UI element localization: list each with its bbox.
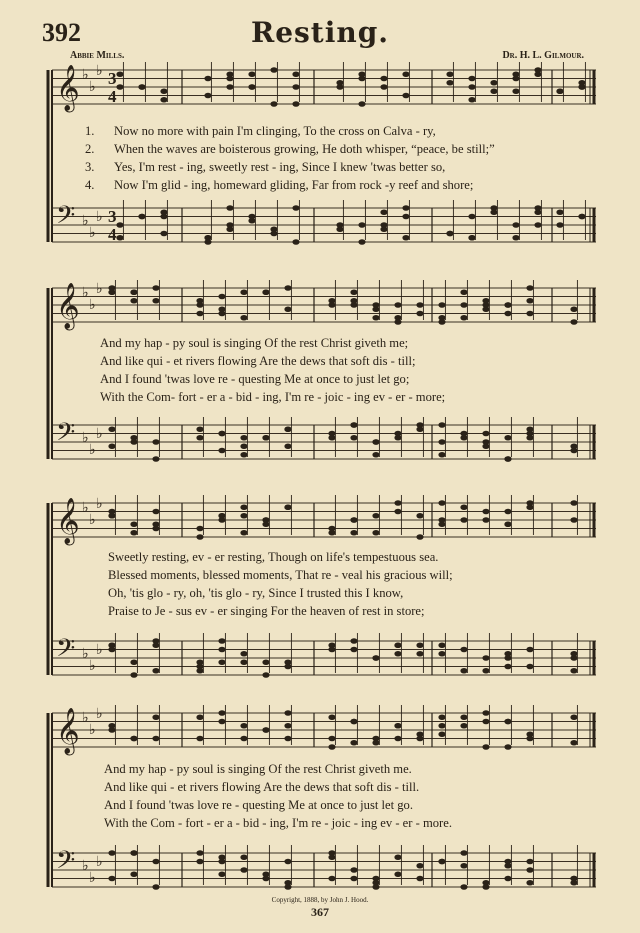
verse-number: 1. xyxy=(85,124,95,138)
lyric-line: And like qui - et rivers flowing Are the dews that soft dis - till; xyxy=(100,354,416,368)
hymn-number: 392 xyxy=(42,18,81,47)
lyric-line: And I found 'twas love re - questing Me at once to just let go. xyxy=(104,798,414,812)
time-signature: 4 xyxy=(108,87,117,106)
flat-icon: ♭ xyxy=(89,513,96,528)
lyric-line: Now no more with pain I'm clinging, To the cross on Calva - ry, xyxy=(114,124,436,138)
flat-icon: ♭ xyxy=(96,707,103,722)
lyric-line: When the waves are boisterous growing, He doth whisper, “peace, be still;” xyxy=(114,142,495,156)
flat-icon: ♭ xyxy=(82,647,89,662)
flat-icon: ♭ xyxy=(89,443,96,458)
time-signature: 3 xyxy=(108,207,117,226)
lyric-line: With the Com- fort - er a - bid - ing, I'm re - joic - ing ev - er - more; xyxy=(100,390,446,404)
time-signature: 4 xyxy=(108,225,117,244)
hymn-title: Resting. xyxy=(250,16,390,49)
treble-clef-icon: 𝄞 xyxy=(56,65,80,111)
author-credit: Abbie Mills. xyxy=(70,50,125,61)
flat-icon: ♭ xyxy=(89,871,96,886)
flat-icon: ♭ xyxy=(89,298,96,313)
flat-icon: ♭ xyxy=(82,68,89,83)
lyric-line: Now I'm glid - ing, homeward gliding, Far from rock -y reef and shore; xyxy=(114,178,474,192)
flat-icon: ♭ xyxy=(82,214,89,229)
flat-icon: ♭ xyxy=(82,286,89,301)
verse-number: 2. xyxy=(85,142,95,156)
lyrics-system-4 xyxy=(104,760,452,832)
flat-icon: ♭ xyxy=(82,711,89,726)
page-number: 367 xyxy=(311,905,329,919)
flat-icon: ♭ xyxy=(96,497,103,512)
bass-clef-icon: 𝄢 xyxy=(56,634,76,669)
flat-icon: ♭ xyxy=(96,64,103,79)
flat-icon: ♭ xyxy=(89,659,96,674)
lyric-line: Yes, I'm rest - ing, sweetly rest - ing, Since I knew 'twas better so, xyxy=(114,160,446,174)
flat-icon: ♭ xyxy=(82,501,89,516)
lyric-line: And my hap - py soul is singing Of the rest Christ giveth me; xyxy=(100,336,409,350)
flat-icon: ♭ xyxy=(96,427,103,442)
treble-clef-icon: 𝄞 xyxy=(56,498,80,544)
flat-icon: ♭ xyxy=(89,80,96,95)
flat-icon: ♭ xyxy=(96,210,103,225)
flat-icon: ♭ xyxy=(96,855,103,870)
composer-credit: Dr. H. L. Gilmour. xyxy=(502,50,584,61)
lyric-line: With the Com - fort - er a - bid - ing, I'm re - joic - ing ev - er - more. xyxy=(104,816,452,830)
bass-clef-icon: 𝄢 xyxy=(56,201,76,236)
verse-number: 4. xyxy=(85,178,95,192)
bass-clef-icon: 𝄢 xyxy=(56,846,76,881)
treble-clef-icon: 𝄞 xyxy=(56,708,80,754)
copyright-notice: Copyright, 1888, by John J. Hood. xyxy=(271,896,369,904)
lyric-line: And I found 'twas love re - questing Me at once to just let go; xyxy=(100,372,410,386)
flat-icon: ♭ xyxy=(89,226,96,241)
lyric-line: Sweetly resting, ev - er resting, Though on life's tempestuous sea. xyxy=(108,550,439,564)
lyric-line: And my hap - py soul is singing Of the rest Christ giveth me. xyxy=(104,762,412,776)
bass-clef-icon: 𝄢 xyxy=(56,418,76,453)
time-signature: 3 xyxy=(108,69,117,88)
lyric-line: Oh, 'tis glo - ry, oh, 'tis glo - ry, Since I trusted this I know, xyxy=(108,586,404,600)
flat-icon: ♭ xyxy=(96,643,103,658)
verse-number: 3. xyxy=(85,160,95,174)
lyric-line: And like qui - et rivers flowing Are the dews that soft dis - till. xyxy=(104,780,420,794)
lyric-line: Praise to Je - sus ev - er singing For the heaven of rest in store; xyxy=(108,604,425,618)
flat-icon: ♭ xyxy=(89,723,96,738)
lyric-line: Blessed moments, blessed moments, That re - veal his gracious will; xyxy=(108,568,453,582)
flat-icon: ♭ xyxy=(82,859,89,874)
flat-icon: ♭ xyxy=(82,431,89,446)
flat-icon: ♭ xyxy=(96,282,103,297)
treble-clef-icon: 𝄞 xyxy=(56,283,80,329)
